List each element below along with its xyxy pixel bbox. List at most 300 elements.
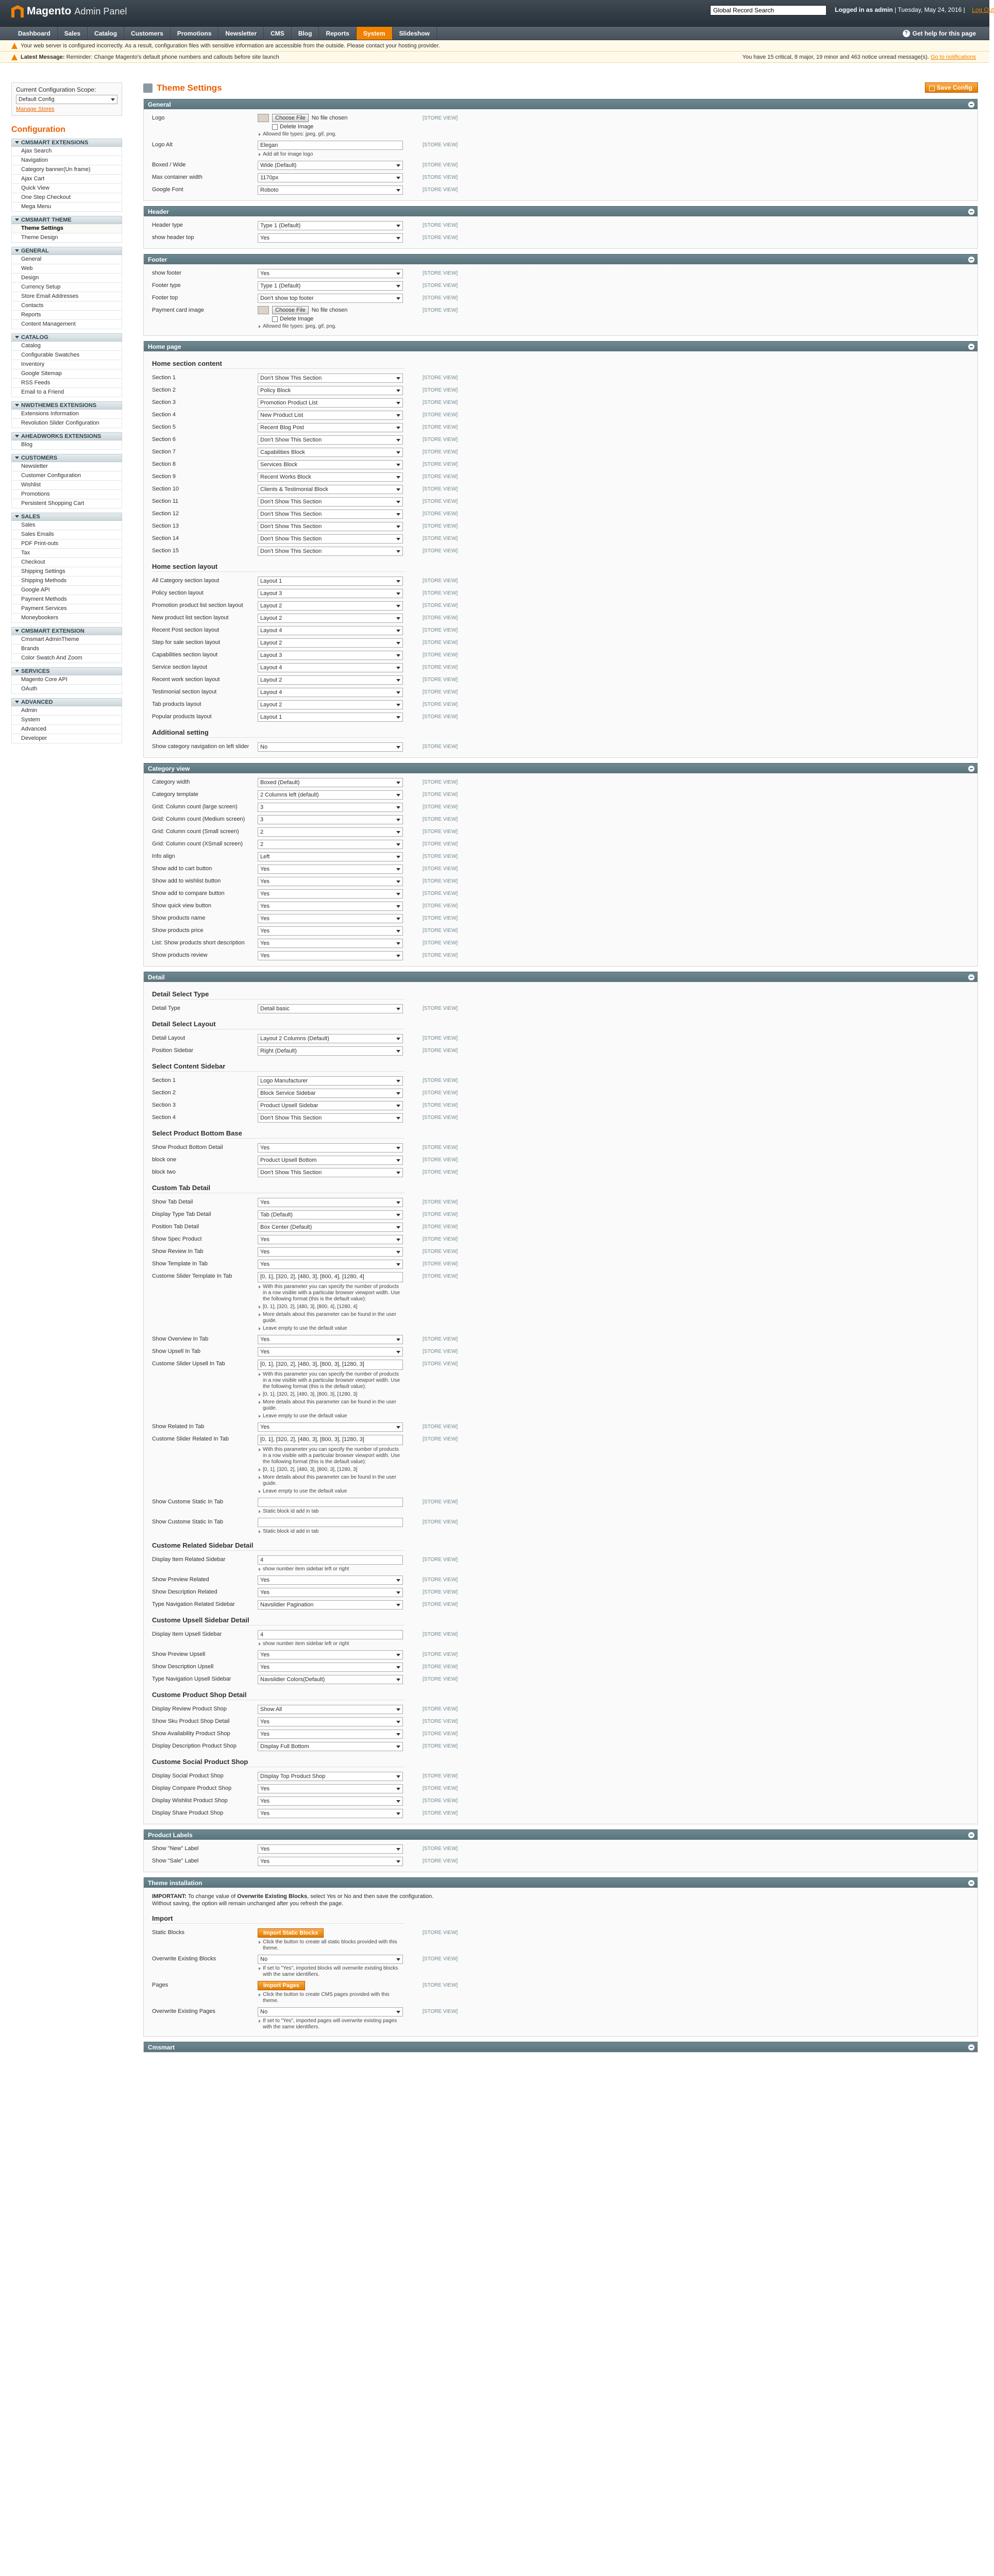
collapse-toggle-icon[interactable]: [968, 1880, 974, 1886]
config-row: [149, 1209, 972, 1221]
field-select[interactable]: Type 1 (Default): [258, 281, 403, 291]
field-select[interactable]: Boxed (Default): [258, 778, 403, 787]
field-select[interactable]: Don't Show This Section: [258, 1168, 403, 1177]
checkbox[interactable]: [272, 316, 278, 322]
global-search-input[interactable]: [710, 5, 827, 15]
section-body-header: [144, 216, 978, 248]
field-label: Type Navigation Related Sidebar: [152, 1601, 235, 1607]
field-note: Leave empty to use the default value: [258, 1413, 403, 1419]
store-view-scope: [STORE VIEW]: [423, 1519, 458, 1525]
store-view-scope: [STORE VIEW]: [423, 1006, 458, 1011]
field-select[interactable]: Layout 4: [258, 663, 403, 672]
field-select[interactable]: Don't Show This Section: [258, 547, 403, 556]
section-header-home-page[interactable]: [144, 341, 978, 351]
field-select[interactable]: Layout 3: [258, 589, 403, 598]
sidebar-item-reports[interactable]: Reports: [11, 311, 122, 320]
collapse-toggle-icon[interactable]: [968, 1832, 974, 1838]
choose-file-button[interactable]: Choose File: [272, 306, 309, 314]
config-row: [149, 801, 972, 814]
field-select[interactable]: Yes: [258, 1663, 403, 1672]
important-text-2: , select Yes or No and then save the configuration.: [307, 1893, 434, 1900]
admin-header: [0, 0, 994, 27]
field-input[interactable]: Elegan: [258, 141, 403, 150]
collapse-toggle-icon[interactable]: [968, 974, 974, 980]
section-body-product-labels: [144, 1840, 978, 1872]
field-note: [0, 1], [320, 2], [480, 3], [800, 4], [1280, 4]: [258, 1304, 403, 1310]
import-static-blocks-button[interactable]: Import Static Blocks: [258, 1928, 324, 1938]
save-config-button[interactable]: Save Config: [925, 82, 978, 93]
field-select[interactable]: Clients & Testimonial Block: [258, 485, 403, 494]
field-value: [258, 1730, 403, 1739]
field-value: [258, 852, 403, 861]
field-select[interactable]: Right (Default): [258, 1046, 403, 1056]
section-header-header[interactable]: [144, 206, 978, 216]
field-select[interactable]: Box Center (Default): [258, 1223, 403, 1232]
field-label: Section 6: [152, 436, 176, 443]
section-header-category-view[interactable]: [144, 763, 978, 773]
field-label: Detail Layout: [152, 1035, 186, 1041]
config-row: [149, 384, 972, 397]
field-select[interactable]: Detail basic: [258, 1004, 403, 1013]
sidebar-item-google-api[interactable]: Google API: [11, 586, 122, 595]
config-group-header[interactable]: SERVICES: [11, 667, 122, 675]
sidebar-item-checkout[interactable]: Checkout: [11, 558, 122, 567]
field-select[interactable]: Yes: [258, 939, 403, 948]
sidebar-item-revolution-slider-configuration[interactable]: Revolution Slider Configuration: [11, 419, 122, 428]
field-select[interactable]: Services Block: [258, 460, 403, 469]
field-select[interactable]: Show All: [258, 1705, 403, 1714]
config-row: [149, 1661, 972, 1673]
field-select[interactable]: New Product List: [258, 411, 403, 420]
config-group-header[interactable]: NWDTHEMES EXTENSIONS: [11, 401, 122, 410]
sidebar-item-sales-emails[interactable]: Sales Emails: [11, 530, 122, 539]
sidebar-item-ajax-cart[interactable]: Ajax Cart: [11, 175, 122, 184]
section-header-general[interactable]: [144, 99, 978, 109]
config-group-header[interactable]: ADVANCED: [11, 698, 122, 706]
sidebar-item-cmsmart-admintheme[interactable]: Cmsmart AdminTheme: [11, 635, 122, 645]
field-select[interactable]: Yes: [258, 1650, 403, 1659]
field-select[interactable]: Don't Show This Section: [258, 510, 403, 519]
field-label: Google Font: [152, 187, 183, 193]
section-header-detail[interactable]: [144, 972, 978, 982]
sidebar-item-catalog[interactable]: Catalog: [11, 342, 122, 351]
logout-link[interactable]: Log Out: [972, 6, 994, 13]
sidebar-item-tax[interactable]: Tax: [11, 549, 122, 558]
sidebar-item-category-banner-un-frame[interactable]: Category banner(Un frame): [11, 165, 122, 175]
nav-dashboard[interactable]: Dashboard: [11, 27, 58, 40]
field-value: [258, 1809, 403, 1818]
nav-catalog[interactable]: Catalog: [88, 27, 124, 40]
field-value: [258, 1089, 403, 1098]
sidebar-item-persistent-shopping-cart[interactable]: Persistent Shopping Cart: [11, 499, 122, 509]
config-row: [149, 1087, 972, 1099]
sidebar-item-one-step-checkout[interactable]: One Step Checkout: [11, 193, 122, 202]
field-label: Category template: [152, 791, 198, 798]
config-group-header[interactable]: SALES: [11, 513, 122, 521]
field-select[interactable]: Yes: [258, 1844, 403, 1854]
field-note: Leave empty to use the default value: [258, 1488, 403, 1495]
sidebar-item-admin[interactable]: Admin: [11, 706, 122, 716]
store-view-scope: [STORE VIEW]: [423, 1261, 458, 1267]
field-select[interactable]: Wide (Default): [258, 161, 403, 170]
field-select[interactable]: Capabilities Block: [258, 448, 403, 457]
nav-customers[interactable]: Customers: [124, 27, 171, 40]
nav-promotions[interactable]: Promotions: [171, 27, 219, 40]
config-row: [149, 686, 972, 699]
field-value: [258, 1981, 403, 2004]
field-select[interactable]: Yes: [258, 1717, 403, 1726]
field-select[interactable]: No: [258, 742, 403, 752]
header-user-info: Logged in as admin | Tuesday, May 24, 2016 | Log Out: [835, 6, 994, 13]
section-header-footer[interactable]: [144, 254, 978, 264]
go-to-notifications-link[interactable]: Go to notifications: [930, 54, 976, 60]
field-value: [258, 663, 403, 672]
sidebar-item-newsletter[interactable]: Newsletter: [11, 462, 122, 471]
field-select[interactable]: Layout 2: [258, 700, 403, 709]
sidebar-item-google-sitemap[interactable]: Google Sitemap: [11, 369, 122, 379]
field-select[interactable]: 2 Columns left (default): [258, 790, 403, 800]
field-select[interactable]: Yes: [258, 926, 403, 936]
field-label: Grid: Column count (Medium screen): [152, 816, 245, 822]
sidebar-item-shipping-settings[interactable]: Shipping Settings: [11, 567, 122, 577]
field-select[interactable]: Left: [258, 852, 403, 861]
config-group-header[interactable]: CATALOG: [11, 333, 122, 342]
field-select[interactable]: Yes: [258, 1422, 403, 1432]
field-select[interactable]: Yes: [258, 1575, 403, 1585]
field-label: Grid: Column count (XSmall screen): [152, 841, 243, 847]
config-group-services: [11, 667, 122, 694]
manage-stores-link[interactable]: Manage Stores: [16, 106, 55, 112]
field-select[interactable]: Block Service Sidebar: [258, 1089, 403, 1098]
field-select[interactable]: Layout 2: [258, 638, 403, 648]
delete-image-checkbox[interactable]: [272, 316, 403, 322]
nav-blog[interactable]: Blog: [292, 27, 319, 40]
nav-help-text: Get help for this page: [912, 30, 976, 37]
field-label: List: Show products short description: [152, 940, 245, 946]
sidebar-item-email-to-a-friend[interactable]: Email to a Friend: [11, 388, 122, 397]
config-row: [149, 1003, 972, 1015]
config-group-header[interactable]: CMSMART EXTENSION: [11, 627, 122, 635]
config-row: [149, 1599, 972, 1611]
store-view-scope: [STORE VIEW]: [423, 1212, 458, 1217]
field-select[interactable]: Yes: [258, 877, 403, 886]
field-select[interactable]: Yes: [258, 1143, 403, 1153]
sidebar-item-general[interactable]: General: [11, 255, 122, 264]
field-select[interactable]: Yes: [258, 1247, 403, 1257]
field-select[interactable]: Don't Show This Section: [258, 435, 403, 445]
field-select[interactable]: Don't Show This Section: [258, 497, 403, 506]
field-select[interactable]: 2: [258, 840, 403, 849]
field-select[interactable]: Yes: [258, 1809, 403, 1818]
field-select[interactable]: Policy Block: [258, 386, 403, 395]
subsection-title: Import: [152, 1914, 405, 1924]
sidebar-item-theme-settings[interactable]: Theme Settings: [11, 224, 122, 233]
field-label: Popular products layout: [152, 714, 212, 720]
sidebar-item-store-email-addresses[interactable]: Store Email Addresses: [11, 292, 122, 301]
field-value: [258, 1046, 403, 1056]
config-group-header[interactable]: CMSMART THEME: [11, 216, 122, 224]
sidebar-item-wishlist[interactable]: Wishlist: [11, 481, 122, 490]
field-select[interactable]: No: [258, 2007, 403, 2016]
field-select[interactable]: Don't Show This Section: [258, 534, 403, 544]
field-select[interactable]: Yes: [258, 269, 403, 278]
sidebar-item-shipping-methods[interactable]: Shipping Methods: [11, 577, 122, 586]
field-select[interactable]: Navsildier Pagination: [258, 1600, 403, 1609]
field-select[interactable]: Product Upsell Sidebar: [258, 1101, 403, 1110]
field-select[interactable]: Yes: [258, 1260, 403, 1269]
store-view-scope: [STORE VIEW]: [423, 1170, 458, 1175]
sidebar-item-rss-feeds[interactable]: RSS Feeds: [11, 379, 122, 388]
sidebar-item-pdf-print-outs[interactable]: PDF Print-outs: [11, 539, 122, 549]
section-body-detail: [144, 982, 978, 1824]
sidebar-item-payment-services[interactable]: Payment Services: [11, 604, 122, 614]
warning-icon: [11, 43, 18, 49]
nav-system[interactable]: System: [357, 27, 393, 40]
sidebar-item-currency-setup[interactable]: Currency Setup: [11, 283, 122, 292]
field-note: Static block id add in tab: [258, 1529, 403, 1535]
field-value: [258, 1630, 403, 1647]
section-title: Category view: [148, 765, 190, 772]
field-label: Section 5: [152, 424, 176, 430]
field-value: [258, 902, 403, 911]
field-select[interactable]: Recent Works Block: [258, 472, 403, 482]
collapse-toggle-icon[interactable]: [968, 766, 974, 772]
field-note: show number item sidebar left or right: [258, 1566, 403, 1572]
sidebar-item-color-swatch-and-zoom[interactable]: Color Swatch And Zoom: [11, 654, 122, 663]
field-select[interactable]: Logo Manufacturer: [258, 1076, 403, 1086]
field-select[interactable]: 3: [258, 803, 403, 812]
sidebar-item-configurable-swatches[interactable]: Configurable Swatches: [11, 351, 122, 360]
config-group-header[interactable]: CMSMART EXTENSIONS: [11, 139, 122, 147]
sidebar-item-theme-design[interactable]: Theme Design: [11, 233, 122, 243]
delete-image-checkbox[interactable]: [272, 124, 403, 130]
field-label: Recent work section layout: [152, 676, 220, 683]
section-category-view: [143, 763, 978, 967]
store-view-scope: [STORE VIEW]: [423, 1048, 458, 1054]
field-select[interactable]: Promotion Product List: [258, 398, 403, 408]
collapse-toggle-icon[interactable]: [968, 257, 974, 263]
collapse-toggle-icon[interactable]: [968, 101, 974, 108]
nav-sales[interactable]: Sales: [58, 27, 88, 40]
nav-slideshow[interactable]: Slideshow: [393, 27, 437, 40]
field-select[interactable]: Layout 2: [258, 614, 403, 623]
field-note: More details about this parameter can be found in the user guide.: [258, 1475, 403, 1487]
sidebar-item-sales[interactable]: Sales: [11, 521, 122, 530]
config-row: [149, 1629, 972, 1649]
config-row: [149, 1166, 972, 1179]
field-value: [258, 1518, 403, 1535]
section-general: [143, 99, 978, 201]
collapse-toggle-icon[interactable]: [968, 209, 974, 215]
sidebar-item-developer[interactable]: Developer: [11, 734, 122, 743]
field-select[interactable]: Yes: [258, 914, 403, 923]
important-label: IMPORTANT:: [152, 1893, 187, 1900]
field-select[interactable]: Display Top Product Shop: [258, 1772, 403, 1781]
field-select[interactable]: Recent Blog Post: [258, 423, 403, 432]
field-select[interactable]: Don't Show This Section: [258, 1113, 403, 1123]
config-row: [149, 1333, 972, 1346]
sidebar-item-mega-menu[interactable]: Mega Menu: [11, 202, 122, 212]
field-label: Section 2: [152, 387, 176, 393]
field-select[interactable]: Yes: [258, 1588, 403, 1597]
store-view-scope: [STORE VIEW]: [423, 792, 458, 798]
sidebar-item-ajax-search[interactable]: Ajax Search: [11, 147, 122, 156]
field-select[interactable]: Don't Show This Section: [258, 522, 403, 531]
field-select[interactable]: Layout 4: [258, 688, 403, 697]
sidebar-item-moneybookers[interactable]: Moneybookers: [11, 614, 122, 623]
field-select[interactable]: Yes: [258, 951, 403, 960]
field-select[interactable]: Layout 2 Columns (Default): [258, 1034, 403, 1043]
config-row: [149, 838, 972, 851]
field-select[interactable]: Navsildier Colors(Default): [258, 1675, 403, 1684]
config-row: [149, 1112, 972, 1124]
magento-logo[interactable]: [11, 5, 127, 18]
field-value: [258, 1247, 403, 1257]
field-select[interactable]: Yes: [258, 865, 403, 874]
logo-suffix: Admin Panel: [74, 6, 127, 16]
field-textarea[interactable]: [0, 1], [320, 2], [480, 3], [800, 3], [1280, 3]: [258, 1360, 403, 1370]
field-select[interactable]: Layout 3: [258, 651, 403, 660]
no-file-text: No file chosen: [311, 307, 348, 313]
field-select[interactable]: 1170px: [258, 173, 403, 182]
field-select[interactable]: Display Full Bottom: [258, 1742, 403, 1751]
field-select[interactable]: Yes: [258, 1198, 403, 1207]
sidebar-item-oauth[interactable]: OAuth: [11, 685, 122, 694]
field-select[interactable]: Layout 1: [258, 713, 403, 722]
sidebar-item-system[interactable]: System: [11, 716, 122, 725]
field-select[interactable]: Yes: [258, 1335, 403, 1344]
field-select[interactable]: Yes: [258, 1730, 403, 1739]
field-label: Section 9: [152, 473, 176, 480]
config-row: [149, 776, 972, 789]
field-select[interactable]: Roboto: [258, 185, 403, 195]
config-row: [149, 471, 972, 483]
sidebar-item-brands[interactable]: Brands: [11, 645, 122, 654]
config-group-header[interactable]: AHEADWORKS EXTENSIONS: [11, 432, 122, 440]
config-group-header[interactable]: CUSTOMERS: [11, 454, 122, 462]
page-title-text: Theme Settings: [157, 83, 222, 93]
field-select[interactable]: Don't show top footer: [258, 294, 403, 303]
sidebar-item-customer-configuration[interactable]: Customer Configuration: [11, 471, 122, 481]
section-body-home-page: [144, 351, 978, 757]
sidebar-item-magento-core-api[interactable]: Magento Core API: [11, 675, 122, 685]
field-select[interactable]: Layout 2: [258, 601, 403, 611]
sidebar-item-payment-methods[interactable]: Payment Methods: [11, 595, 122, 604]
no-file-text: No file chosen: [311, 115, 348, 121]
store-view-scope: [STORE VIEW]: [423, 1664, 458, 1670]
field-input[interactable]: [258, 1518, 403, 1527]
collapse-toggle-icon[interactable]: [968, 2044, 974, 2050]
sidebar-item-extensions-information[interactable]: Extensions Information: [11, 410, 122, 419]
field-select[interactable]: Yes: [258, 1347, 403, 1357]
config-row: [149, 1270, 972, 1333]
sidebar-item-quick-view[interactable]: Quick View: [11, 184, 122, 193]
field-select[interactable]: No: [258, 1955, 403, 1964]
field-label: Show add to wishlist button: [152, 878, 221, 884]
field-select[interactable]: Yes: [258, 889, 403, 899]
scope-select[interactable]: Default Config: [16, 95, 117, 104]
field-label: Show Description Upsell: [152, 1664, 214, 1670]
collapse-toggle-icon[interactable]: [968, 344, 974, 350]
field-select[interactable]: Tab (Default): [258, 1210, 403, 1219]
field-value: [258, 534, 403, 544]
field-select[interactable]: Yes: [258, 902, 403, 911]
config-row: [149, 1496, 972, 1516]
choose-file-button[interactable]: Choose File: [272, 114, 309, 122]
config-group-header[interactable]: GENERAL: [11, 247, 122, 255]
config-row: [149, 397, 972, 409]
field-note: If set to "Yes", imported blocks will overwrite existing blocks with the same identifiers.: [258, 1965, 403, 1978]
nav-reports[interactable]: Reports: [319, 27, 356, 40]
sidebar-item-content-management[interactable]: Content Management: [11, 320, 122, 329]
nav-help-link[interactable]: [903, 30, 976, 37]
sidebar-item-contacts[interactable]: Contacts: [11, 301, 122, 311]
field-value: [258, 1772, 403, 1781]
sidebar-item-promotions[interactable]: Promotions: [11, 490, 122, 499]
field-select[interactable]: Type 1 (Default): [258, 221, 403, 230]
field-value: [258, 173, 403, 182]
field-value: [258, 1235, 403, 1244]
field-input[interactable]: 4: [258, 1630, 403, 1639]
config-row: [149, 900, 972, 912]
field-label: Promotion product list section layout: [152, 602, 243, 608]
field-select[interactable]: Yes: [258, 1235, 403, 1244]
section-title: General: [148, 101, 171, 108]
field-value: [258, 510, 403, 519]
section-header-theme-installation[interactable]: [144, 1877, 978, 1888]
sidebar-item-design[interactable]: Design: [11, 274, 122, 283]
sidebar-item-inventory[interactable]: Inventory: [11, 360, 122, 369]
store-view-scope: [STORE VIEW]: [423, 1499, 458, 1505]
sidebar-item-navigation[interactable]: Navigation: [11, 156, 122, 165]
field-select[interactable]: Layout 4: [258, 626, 403, 635]
import-pages-button[interactable]: Import Pages: [258, 1981, 305, 1990]
field-select[interactable]: Layout 2: [258, 675, 403, 685]
field-input[interactable]: 4: [258, 1555, 403, 1565]
field-select[interactable]: Layout 1: [258, 577, 403, 586]
field-select[interactable]: 3: [258, 815, 403, 824]
sidebar-item-advanced[interactable]: Advanced: [11, 725, 122, 734]
config-row: [149, 508, 972, 520]
sidebar-item-blog[interactable]: Blog: [11, 440, 122, 450]
field-select[interactable]: Yes: [258, 1857, 403, 1866]
field-select[interactable]: 2: [258, 827, 403, 837]
section-header-cmsmart[interactable]: [144, 2042, 978, 2052]
field-textarea[interactable]: [0, 1], [320, 2], [480, 3], [800, 4], [1280, 4]: [258, 1272, 403, 1282]
field-select[interactable]: Yes: [258, 1784, 403, 1793]
store-view-scope: [STORE VIEW]: [423, 1982, 458, 1988]
field-select[interactable]: Product Upsell Bottom: [258, 1156, 403, 1165]
nav-newsletter[interactable]: Newsletter: [218, 27, 264, 40]
nav-cms[interactable]: CMS: [264, 27, 292, 40]
config-row: [149, 409, 972, 421]
field-input[interactable]: [258, 1498, 403, 1507]
field-label: Info align: [152, 853, 175, 859]
field-textarea[interactable]: [0, 1], [320, 2], [480, 3], [800, 3], [1280, 3]: [258, 1435, 403, 1445]
checkbox[interactable]: [272, 124, 278, 130]
field-select[interactable]: Yes: [258, 1797, 403, 1806]
field-select[interactable]: Yes: [258, 233, 403, 243]
field-value: [258, 778, 403, 787]
config-group-cmsmart-theme: [11, 216, 122, 243]
section-header-product-labels[interactable]: [144, 1829, 978, 1840]
sidebar-item-web[interactable]: Web: [11, 264, 122, 274]
store-view-scope: [STORE VIEW]: [423, 1786, 458, 1791]
field-label: Max container width: [152, 174, 203, 180]
field-label: Payment card image: [152, 307, 204, 313]
field-select[interactable]: Don't Show This Section: [258, 374, 403, 383]
store-view-scope: [STORE VIEW]: [423, 1103, 458, 1108]
